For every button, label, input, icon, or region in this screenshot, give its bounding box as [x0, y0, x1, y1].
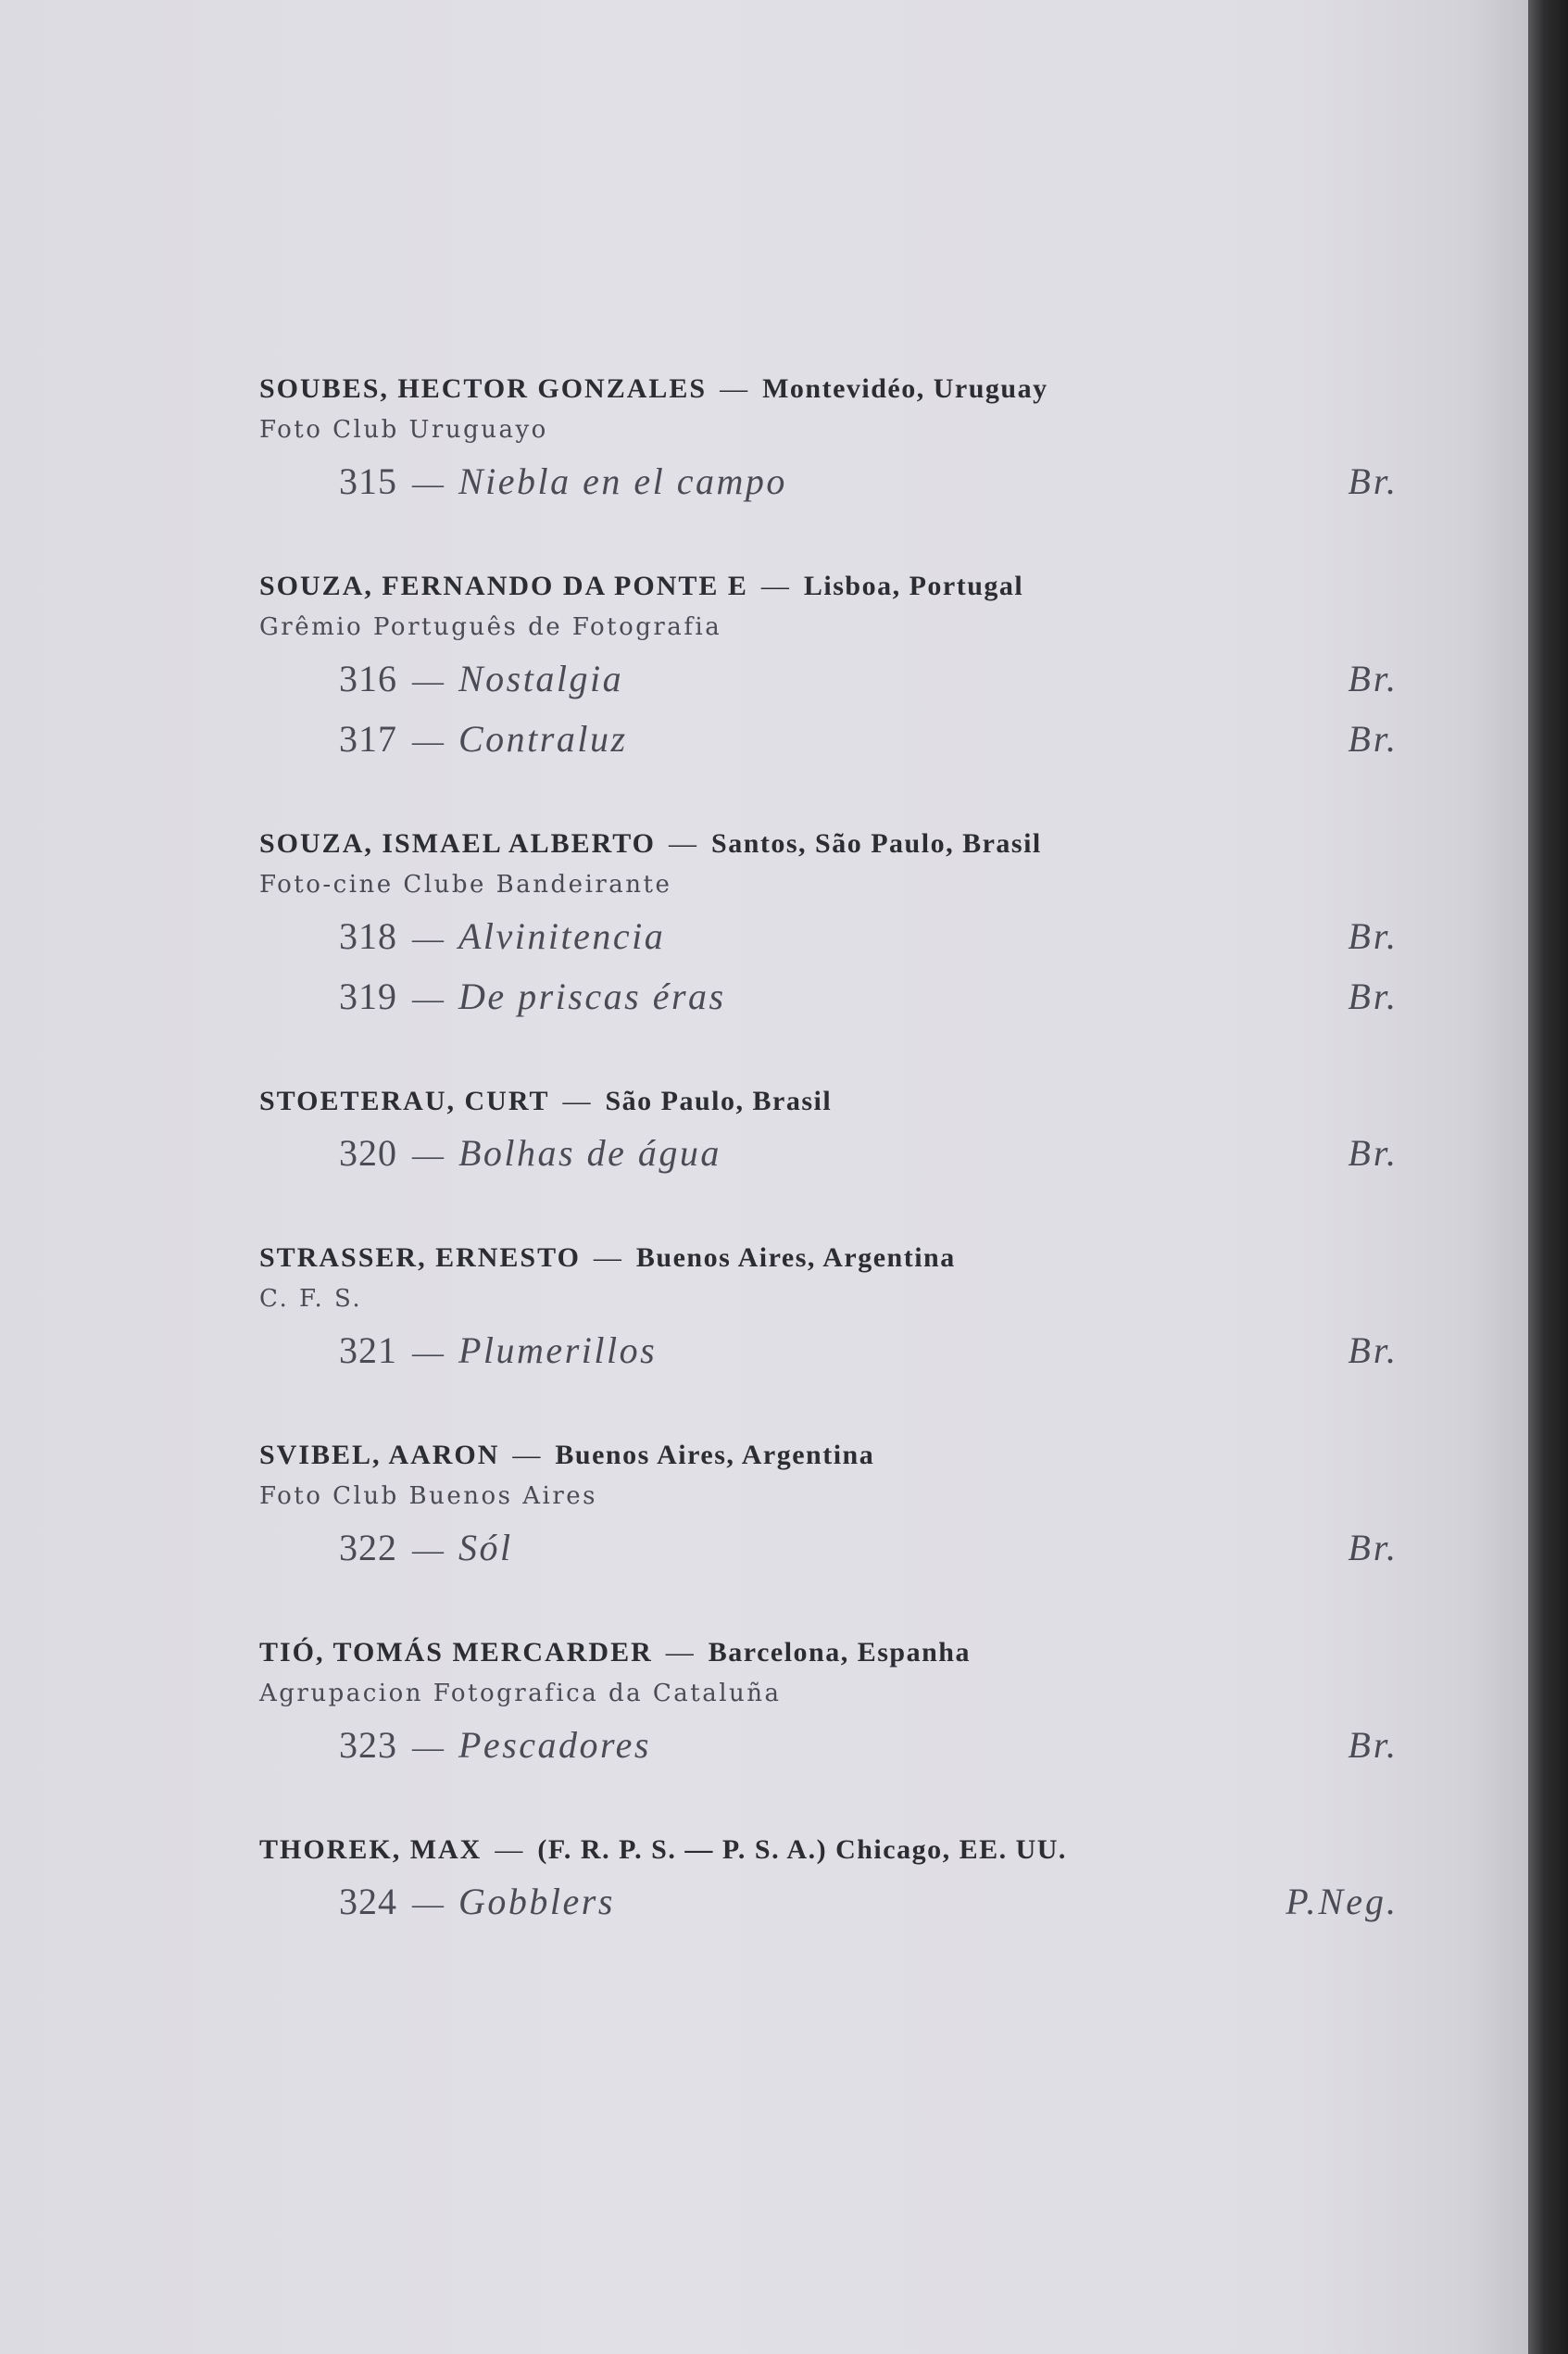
author-name: TIÓ, TOMÁS MERCARDER — [259, 1637, 653, 1668]
work-technique: Br. — [1348, 1724, 1399, 1766]
separator-dash: — — [412, 922, 444, 956]
work-number: 316 — [339, 658, 397, 699]
work-technique: Br. — [1348, 1527, 1399, 1568]
author-name: SOUBES, HECTOR GONZALES — [259, 373, 708, 404]
work-number: 317 — [339, 718, 397, 760]
work-number: 324 — [339, 1881, 397, 1922]
work-item — [259, 1522, 1399, 1577]
work-number: 315 — [339, 460, 397, 502]
author-line — [259, 1632, 1399, 1673]
work-title: Plumerillos — [458, 1329, 658, 1371]
separator-dash: — — [720, 373, 750, 404]
separator-dash: — — [412, 1731, 444, 1765]
separator-dash: — — [669, 828, 699, 859]
author-name: THOREK, MAX — [259, 1834, 483, 1865]
author-name: SVIBEL, AARON — [259, 1440, 500, 1470]
work-title: Nostalgia — [458, 658, 624, 699]
separator-dash: — — [512, 1440, 543, 1470]
work-technique: P.Neg. — [1286, 1881, 1399, 1922]
author-name: SOUZA, FERNANDO DA PONTE E — [259, 571, 748, 601]
separator-dash: — — [760, 571, 791, 601]
author-location: Buenos Aires, Argentina — [635, 1242, 956, 1273]
work-item — [259, 1719, 1399, 1774]
author-line — [259, 1435, 1399, 1476]
page-binding-edge — [1528, 0, 1568, 2354]
catalog-entry — [259, 369, 1399, 510]
author-name: STOETERAU, CURT — [259, 1086, 550, 1116]
author-location: Barcelona, Espanha — [708, 1637, 971, 1668]
author-location: Buenos Aires, Argentina — [555, 1440, 875, 1470]
catalog-entry — [259, 1632, 1399, 1774]
separator-dash: — — [593, 1242, 623, 1273]
work-item — [259, 713, 1399, 768]
separator-dash: — — [562, 1086, 593, 1116]
work-title: De priscas éras — [458, 976, 726, 1017]
work-technique: Br. — [1348, 1329, 1399, 1371]
work-title: Sól — [458, 1527, 513, 1568]
work-technique: Br. — [1348, 1132, 1399, 1174]
author-location: Montevidéo, Uruguay — [762, 373, 1048, 404]
work-number: 318 — [339, 915, 397, 957]
work-number: 319 — [339, 976, 397, 1017]
work-item — [259, 456, 1399, 510]
work-title: Alvinitencia — [458, 915, 666, 957]
separator-dash: — — [495, 1834, 525, 1865]
catalog-entry — [259, 1238, 1399, 1379]
author-line — [259, 1830, 1399, 1870]
catalog-entry — [259, 1435, 1399, 1577]
author-location: São Paulo, Brasil — [605, 1086, 833, 1116]
work-technique: Br. — [1348, 976, 1399, 1017]
work-title: Gobblers — [458, 1881, 615, 1922]
separator-dash: — — [412, 1336, 444, 1370]
author-line — [259, 1238, 1399, 1278]
work-item — [259, 653, 1399, 708]
club-name: Foto Club Uruguayo — [259, 416, 548, 444]
separator-dash: — — [412, 982, 444, 1016]
work-item — [259, 971, 1399, 1026]
work-item — [259, 1876, 1399, 1931]
work-number: 321 — [339, 1329, 397, 1371]
author-location: Santos, São Paulo, Brasil — [711, 828, 1042, 859]
club-name: Foto-cine Clube Bandeirante — [259, 871, 672, 899]
separator-dash: — — [412, 467, 444, 501]
work-title: Bolhas de água — [458, 1132, 721, 1174]
author-location: (F. R. P. S. — P. S. A.) Chicago, EE. UU. — [537, 1834, 1067, 1865]
club-name: C. F. S. — [259, 1285, 363, 1313]
work-technique: Br. — [1348, 460, 1399, 502]
separator-dash: — — [412, 664, 444, 699]
work-number: 322 — [339, 1527, 397, 1568]
author-name: SOUZA, ISMAEL ALBERTO — [259, 828, 657, 859]
catalog-entry — [259, 1081, 1399, 1182]
work-title: Niebla en el campo — [458, 460, 787, 502]
separator-dash: — — [412, 1533, 444, 1567]
author-name: STRASSER, ERNESTO — [259, 1242, 581, 1273]
separator-dash: — — [412, 724, 444, 759]
author-line — [259, 1081, 1399, 1122]
club-name: Foto Club Buenos Aires — [259, 1482, 597, 1510]
author-location: Lisboa, Portugal — [803, 571, 1024, 601]
work-title: Pescadores — [458, 1724, 651, 1766]
catalog-entry — [259, 824, 1399, 1026]
work-number: 323 — [339, 1724, 397, 1766]
work-item — [259, 1127, 1399, 1182]
work-title: Contraluz — [458, 718, 628, 760]
author-line — [259, 369, 1399, 409]
catalog-entry — [259, 1830, 1399, 1931]
separator-dash: — — [665, 1637, 696, 1668]
separator-dash: — — [412, 1887, 444, 1921]
author-line — [259, 824, 1399, 864]
author-line — [259, 566, 1399, 607]
work-item — [259, 1325, 1399, 1379]
catalog-list — [259, 369, 1399, 1986]
separator-dash: — — [412, 1139, 444, 1173]
club-name: Grêmio Português de Fotografia — [259, 613, 722, 641]
work-number: 320 — [339, 1132, 397, 1174]
work-technique: Br. — [1348, 658, 1399, 699]
work-technique: Br. — [1348, 915, 1399, 957]
work-item — [259, 911, 1399, 965]
catalog-entry — [259, 566, 1399, 768]
club-name: Agrupacion Fotografica da Cataluña — [259, 1680, 782, 1707]
work-technique: Br. — [1348, 718, 1399, 760]
